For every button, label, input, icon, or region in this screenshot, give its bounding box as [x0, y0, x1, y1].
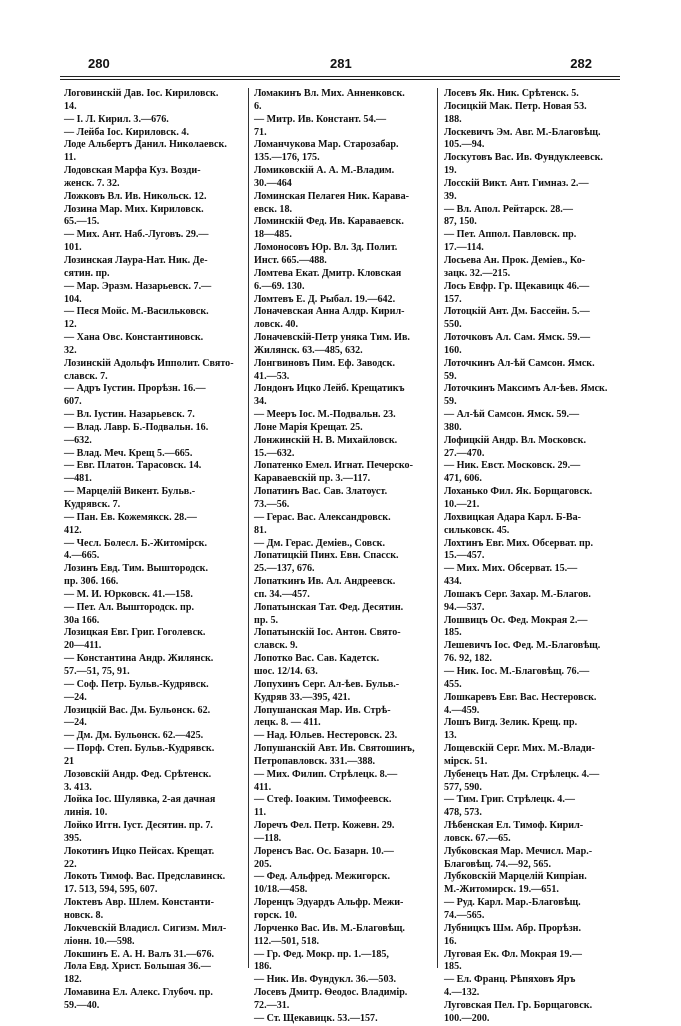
- entry-line: Лопатицкій Пинх. Евн. Спасск.: [254, 550, 399, 562]
- entry-line: Лоскевичъ Эм. Авг. М.-Благовѣщ.: [444, 126, 601, 138]
- entry-line: Лошакъ Серг. Захар. М.-Благов.: [444, 588, 591, 600]
- entry-line: М.-Житомирск. 19.—651.: [444, 884, 559, 896]
- entry-line: сильковск. 45.: [444, 524, 510, 536]
- entry-line: — Дм. Дм. Бульонск. 62.—425.: [64, 730, 204, 742]
- entry-line: Кудряв 33.—395, 421.: [254, 691, 351, 703]
- entry-line: Лосьева Ан. Прок. Деміев., Ко-: [444, 254, 586, 266]
- entry-line: 15.—457.: [444, 550, 485, 562]
- entry-line: 186.: [254, 961, 272, 973]
- entry-line: — Тим. Григ. Стрѣлецк. 4.—: [444, 794, 575, 806]
- page-header: [60, 56, 620, 72]
- entry-line: — Герас. Вас. Александровск.: [254, 511, 391, 523]
- entry-line: Лопухинъ Серг. Ал-ѣев. Бульв.-: [254, 678, 400, 690]
- entry-line: Лубковскій Марцелій Кипріан.: [444, 871, 587, 883]
- entry-line: 478, 573.: [444, 807, 482, 819]
- entry-line: Лонжинскій Н. В. Михайловск.: [254, 434, 398, 446]
- page-number-right: 282: [570, 56, 592, 71]
- entry-line: 21: [64, 755, 75, 767]
- entry-line: ловск. 40.: [254, 319, 298, 331]
- entry-line: 412.: [64, 524, 82, 536]
- directory-column-2: [254, 88, 430, 1024]
- directory-column-1: [64, 88, 240, 1011]
- entry-line: Лохтинъ Евг. Мих. Обсерват. пр.: [444, 537, 593, 549]
- entry-line: — М. И. Юрковск. 41.—158.: [64, 588, 193, 600]
- entry-line: Лойко Иггн. Іуст. Десятин. пр. 7.: [64, 820, 213, 832]
- entry-line: пр. 5.: [254, 614, 279, 626]
- entry-line: — Гр. Фед. Мокр. пр. 1.—185,: [254, 948, 389, 960]
- entry-line: славск. 7.: [64, 370, 108, 382]
- entry-line: 73.—56.: [254, 499, 290, 510]
- entry-line: Лофицкій Андр. Вл. Московск.: [444, 434, 586, 446]
- entry-line: Лола Евд. Христ. Большая 36.—: [64, 961, 211, 973]
- entry-line: Лодовская Марфа Куз. Возди-: [64, 165, 201, 177]
- entry-line: 19.: [444, 165, 457, 177]
- entry-line: — Фед. Альфред. Межигорск.: [254, 871, 390, 883]
- entry-line: 17. 513, 594, 595, 607.: [64, 884, 158, 896]
- entry-line: Лѣбенская Ел. Тимоф. Кирил-: [444, 820, 584, 832]
- entry-line: Лубковская Мар. Мечисл. Мар.-: [444, 845, 593, 857]
- entry-line: Кудрявск. 7.: [64, 499, 121, 510]
- entry-line: Жилянск. 63.—485, 632.: [254, 344, 363, 356]
- entry-line: — Хана Овс. Константиновск.: [64, 332, 204, 344]
- entry-line: Лопушанскій Авт. Ив. Святошинъ,: [254, 743, 415, 755]
- entry-line: 188.: [444, 113, 462, 125]
- entry-line: Луговая Ек. Фл. Мокрая 19.—: [444, 948, 583, 960]
- entry-line: 10/18.—458.: [254, 884, 308, 896]
- entry-line: — Влад. Меч. Крещ 5.—665.: [64, 447, 193, 459]
- entry-line: — Пет. Аппол. Павловск. пр.: [444, 229, 577, 241]
- entry-line: — Митр. Ив. Констант. 54.—: [254, 113, 387, 125]
- entry-line: —118.: [254, 832, 282, 844]
- entry-line: Лешевичъ Іос. Фед. М.-Благовѣщ.: [444, 640, 601, 652]
- entry-line: — Руд. Карл. Мар.-Благовѣщ.: [444, 897, 581, 909]
- entry-line: 22.: [64, 858, 77, 870]
- entry-line: мірск. 51.: [444, 755, 488, 767]
- entry-line: Ломтевъ Е. Д. Рыбал. 19.—642.: [254, 293, 396, 305]
- entry-line: — Стеф. Іоаким. Тимофеевск.: [254, 794, 392, 806]
- entry-line: Лонгвиновъ Пим. Еф. Заводск.: [254, 357, 395, 369]
- entry-line: 101.: [64, 242, 82, 254]
- entry-line: Лопатынская Тат. Фед. Десятин.: [254, 601, 404, 613]
- entry-line: 577, 590.: [444, 781, 482, 793]
- entry-line: 105.—94.: [444, 139, 485, 151]
- entry-line: Инст. 665.—488.: [254, 254, 327, 266]
- entry-line: — І. Л. Кирил. 3.—676.: [64, 113, 169, 125]
- entry-line: ловск. 67.—65.: [444, 832, 511, 844]
- entry-line: — Константина Андр. Жилянск.: [64, 653, 214, 665]
- entry-line: Лощевскій Серг. Мих. М.-Влади-: [444, 743, 595, 755]
- entry-line: Лоне Марія Крещат. 25.: [254, 421, 363, 433]
- entry-line: Лопаткинъ Ив. Ал. Андреевск.: [254, 576, 396, 588]
- entry-line: — Дм. Герас. Деміев., Совск.: [254, 537, 386, 549]
- entry-line: — Мееръ Іос. М.-Подвальн. 23.: [254, 409, 396, 421]
- entry-line: славск. 9.: [254, 640, 298, 652]
- entry-line: Лосевъ Як. Ник. Срѣтенск. 5.: [444, 88, 579, 99]
- entry-line: 14.: [64, 100, 77, 112]
- entry-line: — Ник. Іос. М.-Благовѣщ. 76.—: [444, 665, 590, 677]
- entry-line: Лосевъ Дмитр. Ѳеодос. Владимір.: [254, 987, 408, 999]
- entry-line: Петропавловск. 331.—388.: [254, 755, 376, 767]
- entry-line: Лопушанская Мар. Ив. Стрѣ-: [254, 704, 391, 716]
- entry-line: лецк. 8. — 411.: [254, 717, 321, 729]
- entry-line: Лохвицкая Адара Карл. Б-Ва-: [444, 511, 581, 523]
- entry-line: Лорченко Вас. Ив. М.-Благовѣщ.: [254, 922, 405, 934]
- entry-line: сятин. пр.: [64, 267, 110, 279]
- entry-line: — Вл. Апол. Рейтарск. 28.—: [444, 203, 573, 215]
- entry-line: 30а 166.: [64, 614, 100, 626]
- entry-line: 182.: [64, 974, 82, 986]
- entry-line: Локшинъ Е. А. Н. Валъ 31.—676.: [64, 948, 215, 960]
- entry-line: — Мих. Ант. Наб.-Луговъ. 29.—: [64, 229, 209, 241]
- entry-line: евск. 18.: [254, 203, 293, 215]
- entry-line: Лосицкій Мак. Петр. Новая 53.: [444, 100, 587, 112]
- entry-line: Лопатинъ Вас. Сав. Златоуст.: [254, 486, 388, 498]
- entry-line: — Пет. Ал. Выштородск. пр.: [64, 601, 194, 613]
- entry-line: Лозинская Лаура-Нат. Ник. Де-: [64, 254, 208, 266]
- entry-line: — Порф. Степ. Бульв.-Кудрявск.: [64, 743, 215, 755]
- entry-line: пр. 30б. 166.: [64, 576, 119, 588]
- entry-line: 4.—459.: [444, 704, 480, 716]
- entry-line: — Ник. Ив. Фундукл. 36.—503.: [254, 974, 397, 986]
- entry-line: 550.: [444, 319, 462, 331]
- entry-line: 10.—21.: [444, 499, 480, 510]
- entry-line: Лоренсъ Вас. Ос. Базарн. 10.—: [254, 845, 394, 857]
- entry-line: 87, 150.: [444, 216, 477, 228]
- entry-line: 74.—565.: [444, 910, 485, 921]
- entry-line: 6.: [254, 100, 262, 112]
- entry-line: Лоточкинъ Максимъ Ал-ѣев. Ямск.: [444, 383, 608, 395]
- entry-line: Лондонъ Ицко Лейб. Крещатикъ: [254, 383, 405, 395]
- entry-line: Лозинскій Адольфъ Ипполит. Свято-: [64, 357, 234, 369]
- entry-line: 11.: [64, 152, 77, 164]
- entry-line: Лоханько Фил. Як. Борщаговск.: [444, 486, 593, 498]
- entry-line: Лопотко Вас. Сав. Кадетск.: [254, 653, 380, 665]
- entry-line: Лозовскій Андр. Фед. Срѣтенск.: [64, 768, 212, 780]
- entry-line: Ломинскій Фед. Ив. Караваевск.: [254, 216, 404, 228]
- entry-line: 27.—470.: [444, 447, 485, 459]
- entry-line: — Песя Мойс. М.-Васильковск.: [64, 306, 209, 318]
- entry-line: 13.: [444, 730, 457, 742]
- entry-line: Лошкаревъ Евг. Вас. Нестеровск.: [444, 691, 597, 703]
- entry-line: Лотоцкій Ант. Дм. Бассейн. 5.—: [444, 306, 590, 318]
- entry-line: горск. 10.: [254, 910, 297, 921]
- entry-line: Ломиковскій А. А. М.-Владим.: [254, 165, 395, 177]
- entry-line: 455.: [444, 678, 462, 690]
- entry-line: 395.: [64, 832, 82, 844]
- entry-line: 15.—632.: [254, 447, 295, 459]
- entry-line: Лоточкинъ Ал-ѣй Самсон. Ямск.: [444, 357, 595, 369]
- entry-line: Ломтева Екат. Дмитр. Кловская: [254, 267, 402, 279]
- entry-line: 71.: [254, 126, 267, 138]
- entry-line: — Мар. Эразм. Назарьевск. 7.—: [64, 280, 212, 292]
- page-number-middle: 281: [330, 56, 352, 71]
- entry-line: —24.: [64, 691, 87, 703]
- entry-line: Лубенецъ Нат. Дм. Стрѣлецк. 4.—: [444, 768, 600, 780]
- entry-line: Лозинъ Евд. Тим. Выштородск.: [64, 563, 209, 575]
- entry-line: 41.—53.: [254, 370, 290, 382]
- entry-line: 59.: [444, 396, 457, 408]
- entry-line: Локчевскій Владисл. Сигизм. Мил-: [64, 922, 227, 934]
- entry-line: — Влад. Лавр. Б.-Подвальн. 16.: [64, 421, 209, 433]
- entry-line: Лозицкій Вас. Дм. Бульонск. 62.: [64, 704, 211, 716]
- entry-line: — Евг. Платон. Тарасовск. 14.: [64, 460, 202, 472]
- entry-line: 157.: [444, 293, 462, 305]
- entry-line: 16.: [444, 935, 457, 947]
- entry-line: Лозицкая Евг. Григ. Гоголевск.: [64, 627, 206, 639]
- entry-line: Лопатенко Емел. Игнат. Печерско-: [254, 460, 413, 472]
- entry-line: 380.: [444, 421, 462, 433]
- header-rule-bottom: [60, 79, 620, 80]
- page-number-left: 280: [88, 56, 110, 71]
- entry-line: 160.: [444, 344, 462, 356]
- entry-line: Локоть Тимоф. Вас. Предславинск.: [64, 871, 226, 883]
- entry-line: Лось Евфр. Гр. Щекавицк 46.—: [444, 280, 590, 292]
- entry-line: 112.—501, 518.: [254, 935, 320, 947]
- entry-line: 59.: [444, 370, 457, 382]
- entry-line: 434.: [444, 576, 462, 588]
- entry-line: 25.—137, 676.: [254, 563, 315, 575]
- entry-line: — Мих. Филип. Стрѣлецк. 8.—: [254, 768, 398, 780]
- entry-line: 57.—51, 75, 91.: [64, 665, 130, 677]
- entry-line: сп. 34.—457.: [254, 588, 310, 600]
- entry-line: Лубницкъ Шм. Абр. Прорѣзн.: [444, 922, 581, 934]
- entry-line: — Соф. Петр. Бульв.-Кудрявск.: [64, 678, 209, 690]
- entry-line: 17.—114.: [444, 242, 484, 254]
- entry-line: 30.—464: [254, 177, 292, 189]
- entry-line: 11.: [254, 807, 267, 819]
- directory-column-3: [444, 88, 620, 1024]
- entry-line: ліонн. 10.—598.: [64, 935, 135, 947]
- entry-line: 411.: [254, 781, 272, 793]
- entry-line: 32.: [64, 344, 77, 356]
- entry-line: 12.: [64, 319, 77, 331]
- entry-line: Лоначевская Анна Алдр. Кирил-: [254, 306, 405, 318]
- entry-line: Лоскутовъ Вас. Ив. Фундуклеевск.: [444, 152, 603, 164]
- entry-line: —24.: [64, 717, 87, 729]
- entry-line: — Марцелій Викент. Бульв.-: [64, 486, 196, 498]
- entry-line: 65.—15.: [64, 216, 100, 228]
- entry-line: 607.: [64, 396, 82, 408]
- entry-line: — Лейба Іос. Кириловск. 4.: [64, 126, 189, 138]
- entry-line: —481.: [64, 473, 92, 485]
- entry-line: — Адръ Іустин. Прорѣзн. 16.—: [64, 383, 206, 395]
- entry-line: — Чесл. Болесл. Б.-Житомірск.: [64, 537, 208, 549]
- entry-line: 3. 413.: [64, 781, 92, 793]
- header-rule-top: [60, 76, 620, 77]
- entry-line: зацк. 32.—215.: [444, 267, 511, 279]
- entry-line: — Над. Юльев. Нестеровск. 23.: [254, 730, 398, 742]
- entry-line: 81.: [254, 524, 267, 536]
- entry-line: Лоде Альбертъ Данил. Николаевск.: [64, 139, 227, 151]
- entry-line: — Ел. Франц. Рѣпяховъ Яръ: [444, 974, 576, 986]
- entry-line: 205.: [254, 858, 272, 870]
- entry-line: — Пан. Ев. Кожемякск. 28.—: [64, 511, 197, 523]
- entry-line: 76. 92, 182.: [444, 653, 492, 665]
- entry-line: Локтевъ Авр. Шлем. Константи-: [64, 897, 214, 909]
- column-divider-2: [437, 88, 438, 968]
- entry-line: Лошъ Вигд. Зелик. Крещ. пр.: [444, 717, 578, 729]
- entry-line: 185.: [444, 961, 462, 973]
- entry-line: Лойка Іос. Шулявка, 2-ая дачная: [64, 794, 216, 806]
- entry-line: 34.: [254, 396, 267, 408]
- entry-line: — Ал-ѣй Самсон. Ямск. 59.—: [444, 409, 580, 421]
- entry-line: Луговская Пел. Гр. Борщаговск.: [444, 999, 593, 1011]
- entry-line: Ломоносовъ Юр. Вл. Зд. Полит.: [254, 242, 398, 254]
- entry-line: 59.—40.: [64, 999, 100, 1011]
- entry-line: Ломакинъ Вл. Мих. Анненковск.: [254, 88, 405, 99]
- entry-line: 471, 606.: [444, 473, 482, 485]
- entry-line: 72.—31.: [254, 999, 290, 1011]
- entry-line: Локотинъ Ицко Пейсах. Крещат.: [64, 845, 215, 857]
- entry-line: Лосскій Викт. Ант. Гимназ. 2.—: [444, 177, 589, 189]
- entry-line: женск. 7. 32.: [64, 177, 120, 189]
- entry-line: —632.: [64, 434, 92, 446]
- entry-line: 100.—200.: [444, 1012, 490, 1024]
- entry-line: Караваевскій пр. 3.—117.: [254, 473, 371, 485]
- entry-line: Ломинская Пелагея Ник. Карава-: [254, 190, 410, 202]
- entry-line: линія. 10.: [64, 807, 108, 819]
- entry-line: 39.: [444, 190, 457, 202]
- entry-line: 20—411.: [64, 640, 102, 652]
- entry-line: Лоренцъ Эдуардъ Альфр. Межи-: [254, 897, 404, 909]
- entry-line: Лозина Мар. Мих. Кириловск.: [64, 203, 204, 215]
- entry-line: 94.—537.: [444, 601, 485, 613]
- entry-line: Лоречъ Фел. Петр. Кожевн. 29.: [254, 820, 395, 832]
- entry-line: новск. 8.: [64, 910, 104, 921]
- entry-line: 135.—176, 175.: [254, 152, 320, 164]
- entry-line: 4.—665.: [64, 550, 100, 562]
- entry-line: — Вл. Іустин. Назарьевск. 7.: [64, 409, 195, 421]
- entry-line: 6.—69. 130.: [254, 280, 305, 292]
- entry-line: Благовѣщ. 74.—92, 565.: [444, 858, 551, 870]
- entry-line: — Ник. Евст. Московск. 29.—: [444, 460, 581, 472]
- entry-line: 4.—132.: [444, 987, 480, 999]
- entry-line: Лошвицъ Ос. Фед. Мокрая 2.—: [444, 614, 588, 626]
- entry-line: — Мих. Мих. Обсерват. 15.—: [444, 563, 578, 575]
- entry-line: Ложковъ Вл. Ив. Никольск. 12.: [64, 190, 207, 202]
- entry-line: Логовинскій Дав. Іос. Кириловск.: [64, 88, 219, 99]
- entry-line: Лопатынскій Іос. Антон. Свято-: [254, 627, 401, 639]
- entry-line: 104.: [64, 293, 82, 305]
- entry-line: — Ст. Щекавицк. 53.—157.: [254, 1012, 378, 1024]
- entry-line: Ломавина Ел. Алекс. Глубоч. пр.: [64, 987, 213, 999]
- entry-line: Лоначевскій-Петр уняка Тим. Ив.: [254, 332, 410, 344]
- entry-line: Лоточковъ Ал. Сам. Ямск. 59.—: [444, 332, 591, 344]
- entry-line: 18—485.: [254, 229, 292, 241]
- entry-line: шос. 12/14. 63.: [254, 665, 318, 677]
- entry-line: 185.: [444, 627, 462, 639]
- entry-line: Ломанчукова Мар. Старозабар.: [254, 139, 399, 151]
- column-divider-1: [248, 88, 249, 968]
